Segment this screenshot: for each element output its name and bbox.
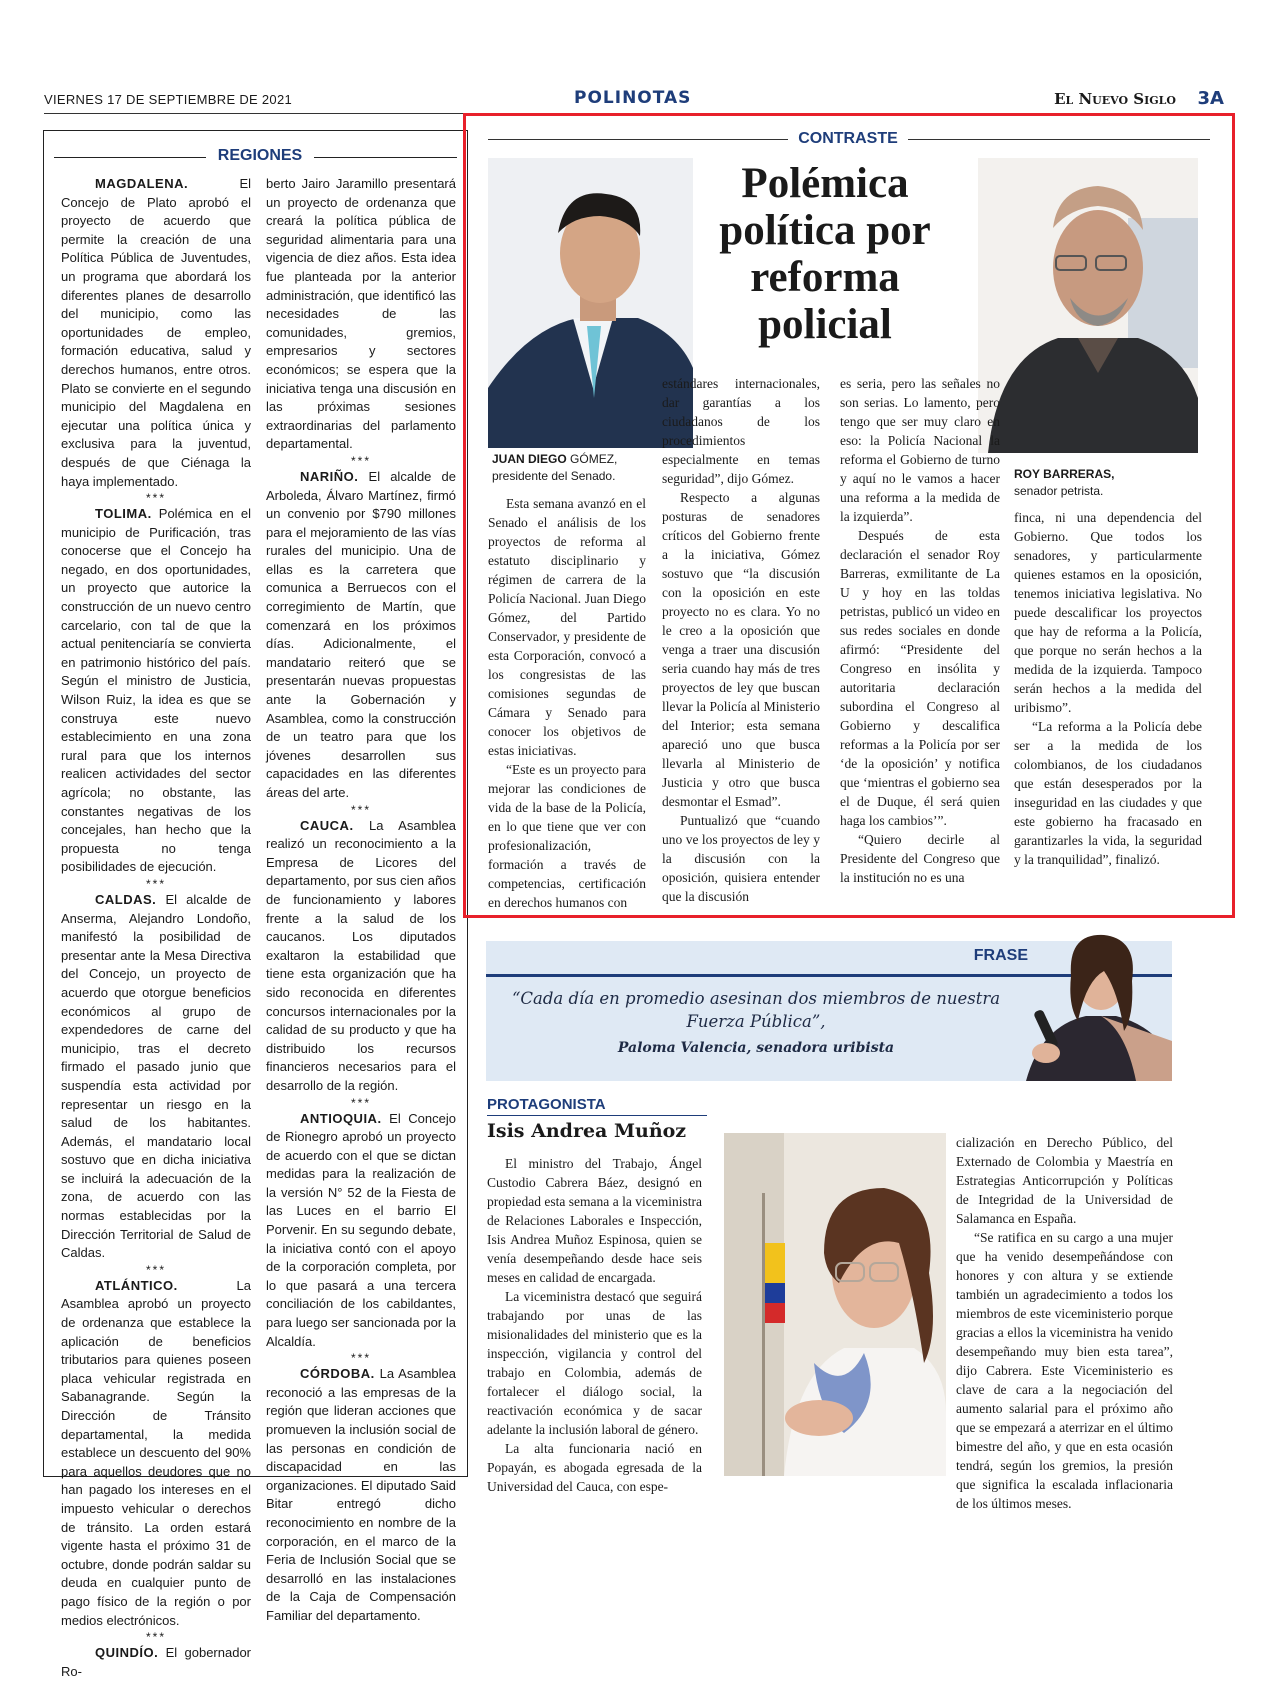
header-rule-left (488, 139, 788, 140)
separator: *** (145, 1630, 166, 1645)
separator: *** (145, 491, 166, 506)
regiones-header (54, 147, 457, 167)
separator: *** (145, 1262, 166, 1277)
brief-magdalena: MAGDALENA. El Concejo de Plato aprobó el proyecto de acuerdo que permite la creación de una Política Pública de Juventudes, un programa que abordará los diferentes planes de desarrollo del municipio, como las oportunidades de empleo, formación educativa, salud y derechos humanos, entre otros. Plato se convierte en el segundo municipio del Magdalena en ejecutar una política única y exclusiva para la juventud, después de que Ciénaga la haya implementado. (61, 176, 251, 489)
brief-quindio-cont: berto Jairo Jaramillo presentará un proyecto de ordenanza que creará la política pública de seguridad alimentaria para una vigencia de diez años. Esta idea fue planteada por la anterior administración, que identificó las necesidades de las comunidades, gremios, empresarios y sectores económicos; se espera que la iniciativa tenga una discusión en las próximas sesiones extraordinarias del parlamento departamental. (266, 176, 456, 452)
protagonista-label: PROTAGONISTA (487, 1096, 606, 1113)
contraste-column-4: finca, ni una dependencia del Gobierno. Que todos los senadores, y particularmente quienes estamos en la oposición, tenemos iniciativa legislativa. No puede descalificar los proyectos que hay de reforma a la Policía, que porque no serán hechos a la medida de la izquierda. Tampoco serán hechos a la medida del uribismo”. “La reforma a la Policía debe ser a la medida de los colombianos, de los ciudadanos que están desesperados por la inseguridad en las ciudades y que este gobierno ha fracasado en garantizarles la vida, la seguridad y la tranquilidad”, finalizó. (1014, 510, 1202, 867)
brief-caldas: CALDAS. El alcalde de Anserma, Alejandro Londoño, manifestó la posibilidad de presentar ante la Mesa Directiva del Concejo, un proyecto de acuerdo que otorgue beneficios económicos al grupo de expendedores de carne del municipio, tras el decreto firmado el pasado junio que suspendía esta actividad por representar un riesgo en la salud de los habitantes. Además, el mandatario local sostuvo que en dicha iniciativa se incluirá la adecuación de la zona, de acuerdo con las normas establecidas por la Dirección Territorial de Salud de Caldas. (61, 891, 251, 1261)
protagonista-rule (487, 1115, 707, 1116)
photo-roy-barreras (978, 158, 1198, 453)
contraste-column-1: Esta semana avanzó en el Senado el análisis de los proyectos de reforma al estatuto disciplinario y régimen de carrera de la Policía Nacional. Juan Diego Gómez, del Partido Conservador, y presidente de esta Corporación, convocó a los congresistas de las comisiones segundas de Cámara y Senado para conocer los objetivos de estas iniciativas. “Este es un proyecto para mejorar las condiciones de vida de la base de la Policía, en lo que tiene que ver con profesionalización, formación a través de competencias, certificación en derechos humanos con (488, 496, 646, 910)
contraste-header (488, 130, 1210, 150)
protagonista-column-2: cialización en Derecho Público, del Externado de Colombia y Maestría en Estrategias Anticorrupción y Políticas de Integridad de la Universidad de Salamanca en España. “Se ratifica en su cargo a una mujer que ha venido desempeñándose con honores y con altura y se extiende también un agradecimiento a todos los miembros de este viceministerio porque gracias a ellos la viceministra ha venido desempeñando muy bien esta tarea”, dijo Cabrera. Este Viceministerio es clave de cara a la negociación del aumento salarial para el próximo año que se empezará a aterrizar en el último bimestre del año, y que en esta ocasión tendrá, según los gremios, la presión que significa la escalada inflacionaria de los últimos meses. (956, 1135, 1173, 1511)
separator: *** (350, 802, 371, 817)
regiones-title: REGIONES (217, 147, 303, 164)
separator: *** (145, 876, 166, 891)
newspaper-name: El Nuevo Siglo (1054, 90, 1176, 108)
frase-box (486, 941, 1172, 1081)
brief-cordoba: CÓRDOBA. La Asamblea reconoció a las empresas de la región que lideran acciones que promueven la inclusión social de las personas en condición de discapacidad en las organizaciones. El diputado Said Bitar entregó dicho reconocimiento en nombre de la corporación, en el marco de la Feria de Inclusión Social que se desarrolló en las instalaciones de la Caja de Compensación Familiar del departamento. (266, 1366, 456, 1623)
brief-antioquia: ANTIOQUIA. El Concejo de Rionegro aprobó un proyecto de acuerdo con el que se dictan medidas para la realización de la versión N° 52 de la Fiesta de las Luces en el barrio El Porvenir. En su segundo debate, la iniciativa contó con el apoyo de la corporación completa, por lo que pasará a una tercera conciliación de los cabildantes, para luego ser sancionada por la Alcaldía. (266, 1110, 456, 1349)
frase-quote: “Cada día en promedio asesinan dos miembros de nuestra Fuerza Pública”, (511, 989, 1001, 1031)
header-rule-right (908, 139, 1210, 140)
protagonista-column-1: El ministro del Trabajo, Ángel Custodio Cabrera Báez, designó en propiedad esta semana a la viceministra de Relaciones Laborales e Inspección, Isis Andrea Muñoz Espinosa, quien se venía desempeñando desde hace seis meses en calidad de encargada. La viceministra destacó que seguirá trabajando por unas de las misionalidades del ministerio que es la inspección, vigilancia y control del trabajo en Colombia, además de fortalecer el diálogo social, la reactivación económica y de sacar adelante la inclusión laboral de género. La alta funcionaria nació en Popayán, es abogada egresada de la Universidad del Cauca, con espe- (487, 1156, 702, 1494)
page-number: 3A (1197, 88, 1224, 109)
brief-atlantico: ATLÁNTICO. La Asamblea aprobó un proyecto de ordenanza que establece la aplicación de beneficios tributarios para quienes poseen placa vehicular registrada en Sabanagrande. Según la Dirección de Tránsito departamental, la medida establece un descuento del 90% para aquellos deudores que no han pagado los intereses en el impuesto vehicular o derechos de tránsito. La orden estará vigente hasta el próximo 31 de octubre, donde podrán saldar su deuda en cualquier punto de pago físico de la región o por medios electrónicos. (61, 1277, 251, 1628)
contraste-article (463, 113, 1235, 918)
article-headline: Polémica política por reforma policial (719, 160, 931, 348)
regiones-box (43, 130, 468, 1679)
section-title: POLINOTAS (574, 88, 692, 108)
brief-narino: NARIÑO. El alcalde de Arboleda, Álvaro Martínez, firmó un convenio por $790 millones para el mejoramiento de las vías rurales del municipio. Una de ellas es la carretera que comunica a Berruecos con el corregimiento de Martín, que comenzará en los próximos días. Adicionalmente, el mandatario reiteró que se presentarán nuevas propuestas ante la Gobernación y Asamblea, como la construcción de un teatro para que los jóvenes desarrollen sus capacidades en las diferentes áreas del arte. (266, 468, 456, 800)
contraste-column-3: es seria, pero las señales no son serias. Lo lamento, pero tengo que ser muy claro en eso: la Policía Nacional la reforma el Gobierno de turno y aquí no le vamos a hacer una reforma a la medida de la izquierda”. Después de esta declaración el senador Roy Barreras, exmilitante de La U y hoy en las toldas petristas, publicó un video en sus redes sociales en donde afirmó: “Presidente del Congreso en insólita y autoritaria declaración subordina el Congreso al Gobierno y descalifica reformas a la Policía por ser ‘de la oposición’ y notifica que ‘mientras el gobierno sea el de Duque, él será quien haga los cambios’”. “Quiero decirle al Presidente del Congreso que la institución no es una (840, 376, 1000, 885)
regiones-column-1 (61, 175, 251, 1681)
brief-cauca: CAUCA. La Asamblea realizó un reconocimiento a la Empresa de Licores del departamento, por sus cien años de funcionamiento y labores frente a la salud de los caucanos. Los diputados exaltaron la estabilidad que tiene esta organización que ha sido reconocida en diferentes concursos internacionales por la calidad de su producto y que ha distribuido los recursos financieros necesarios para el desarrollo de la región. (266, 817, 456, 1093)
issue-date: VIERNES 17 DE SEPTIEMBRE DE 2021 (44, 92, 293, 107)
brief-quindio: QUINDÍO. El gobernador Ro- (61, 1645, 251, 1679)
separator: *** (350, 1095, 371, 1110)
separator: *** (350, 453, 371, 468)
regiones-column-2 (266, 175, 456, 1626)
header-rule-right (314, 157, 457, 158)
photo-paloma-valencia (1006, 921, 1172, 1081)
caption-juan-diego-gomez: JUAN DIEGO GÓMEZ, presidente del Senado. (492, 452, 618, 483)
brief-tolima: TOLIMA. Polémica en el municipio de Purificación, tras conocerse que el Concejo ha negado, en dos oportunidades, un proyecto que autorice la construcción de un nuevo centro carcelario, con tal de que la actual penitenciaría se convierta en patrimonio histórico del país. Según el ministro de Justicia, Wilson Ruiz, la idea es que se construya este nuevo establecimiento en una zona rural para que los internos realicen actividades del sector agrícola; no obstante, las constantes negativas de los concejales, han hecho que la propuesta no tenga posibilidades de ejecución. (61, 506, 251, 875)
protagonista-name: Isis Andrea Muñoz (487, 1120, 687, 1142)
caption-roy-barreras: ROY BARRERAS, senador petrista. (1014, 467, 1115, 498)
contraste-column-2: estándares internacionales, dar garantías a los ciudadanos de los procedimientos especialmente en temas seguridad”, dijo Gómez. Respecto a algunas posturas de senadores críticos del Gobierno frente a la iniciativa, Gómez sostuvo que “la discusión con la oposición en este proyecto no es clara. Yo no le creo a la oposición que venga a traer una discusión seria cuando hay más de tres proyectos de ley que buscan llevar la Policía al Ministerio del Interior; esta semana apareció uno que busca llevarla al Ministerio de Justicia y otro que busca desmontar el Esmad”. Puntualizó que “cuando uno ve los proyectos de ley y la discusión con la oposición, quisiera entender que la discusión (662, 376, 820, 904)
header-rule-left (54, 157, 206, 158)
page-header (44, 88, 1224, 114)
frase-author: Paloma Valencia, senadora uribista (617, 1040, 895, 1056)
contraste-label: CONTRASTE (798, 130, 898, 147)
separator: *** (350, 1351, 371, 1366)
frase-label: FRASE (973, 947, 1028, 964)
photo-isis-andrea-munoz (724, 1133, 946, 1476)
